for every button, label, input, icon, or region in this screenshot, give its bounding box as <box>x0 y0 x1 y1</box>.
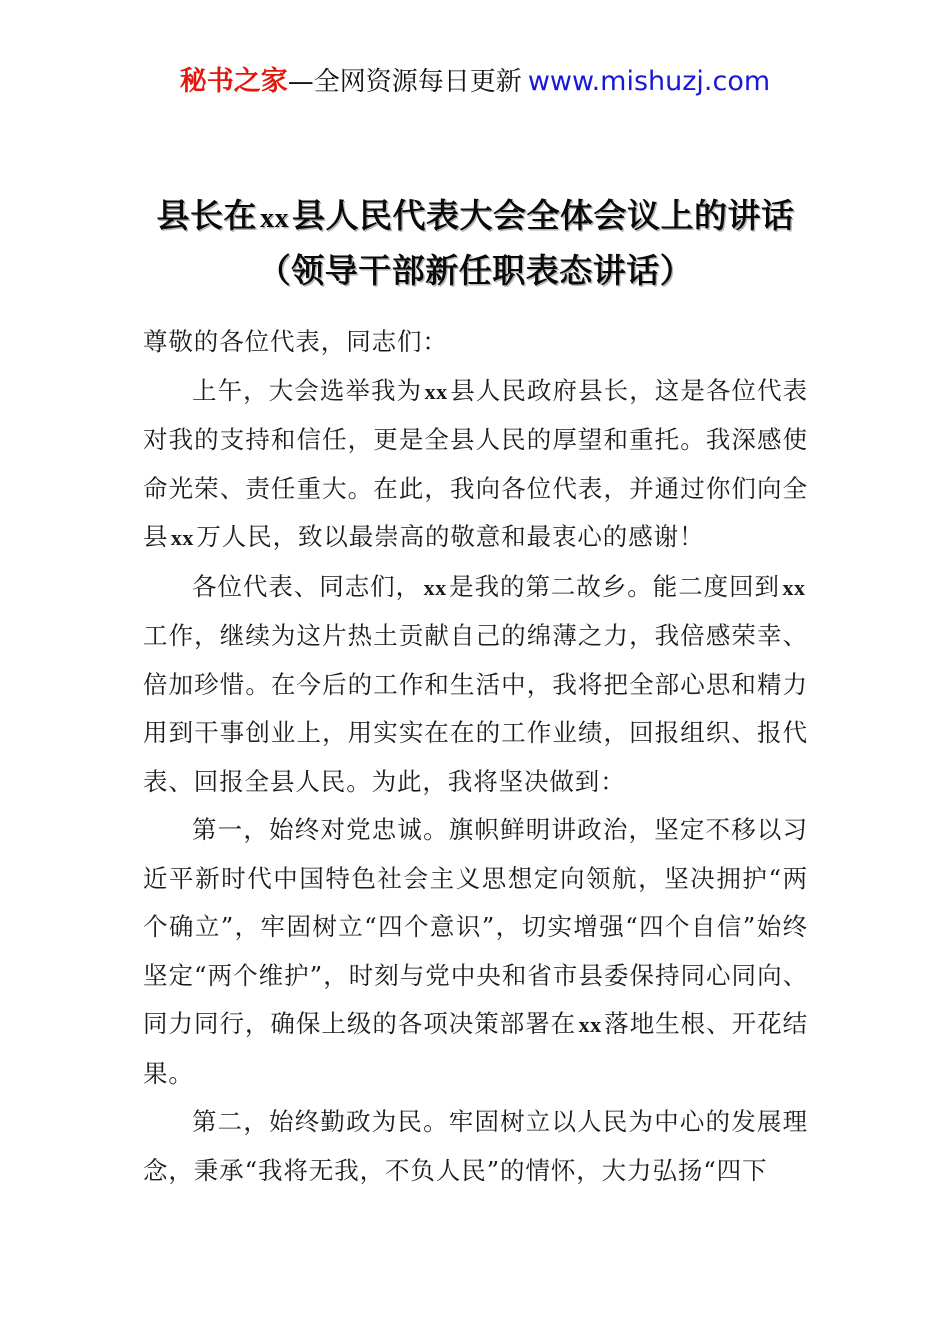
site-tagline: —全网资源每日更新 <box>287 67 522 97</box>
placeholder-xx: xx <box>423 574 447 600</box>
site-brand: 秘书之家 <box>179 66 288 97</box>
title-placeholder: xx <box>260 203 289 235</box>
paragraph-text: 尊敬的各位代表，同志们： <box>143 327 448 356</box>
paragraph-salutation <box>143 318 808 367</box>
paragraph-text: 各位代表、同志们， <box>192 571 422 601</box>
site-url[interactable]: www.mishuzj.com <box>527 66 771 97</box>
paragraph-text: 工作，继续为这片热土贡献自己的绵薄之力，我倍感荣幸、倍加珍惜。在今后的工作和生活中，我将把全部心思和精力用到干事创业上，用实实在在的工作业绩，回报组织、报代表、回报全县人民。为此，我将坚决做到： <box>143 621 808 796</box>
title-text-part-1: 县长在 <box>156 196 257 236</box>
site-watermark-header <box>0 68 950 95</box>
paragraph-text: 第一，始终对党忠诚。旗帜鲜明讲政治，坚定不移以习近平新时代中国特色社会主义思想定向领航，坚决拥护“两个确立”，牢固树立“四个意识”，切实增强“四个自信”始终坚定“两个维护”，时刻与党中央和省市县委保持同心同向、同力同行，确保上级的各项决策部署在 <box>143 815 808 1038</box>
paragraph-2 <box>143 563 808 807</box>
title-text-part-2: 县人民代表大会全体会议上的讲 <box>292 196 761 236</box>
title-text-part-3: 话（领导干部新任职表态讲话） <box>257 196 795 291</box>
placeholder-xx: xx <box>170 525 194 550</box>
paragraph-4 <box>143 1098 808 1195</box>
document-body <box>143 318 808 1195</box>
placeholder-xx: xx <box>578 1012 602 1037</box>
paragraph-text: 是我的第二故乡。能二度回到 <box>449 571 780 601</box>
placeholder-xx: xx <box>424 378 448 404</box>
paragraph-text: 县人民政府县长，这是各位代表对我的支持和信任，更是全县人民的厚望和重托。我深感使命光荣、责任重大。在此，我向各位代表，并通过你们向全县 <box>143 375 808 551</box>
paragraph-1 <box>143 367 808 563</box>
paragraph-text: 万人民，致以最崇高的敬意和最衷心的感谢！ <box>196 522 705 551</box>
document-title <box>143 190 808 297</box>
paragraph-3 <box>143 806 808 1098</box>
placeholder-xx: xx <box>782 574 806 600</box>
paragraph-text: 第二，始终勤政为民。牢固树立以人民为中心的发展理念，秉承“我将无我，不负人民”的情怀，大力弘扬“四下 <box>143 1107 808 1185</box>
paragraph-text: 落地生根、开花结果。 <box>143 1009 808 1088</box>
paragraph-text: 上午，大会选举我为 <box>192 375 423 405</box>
